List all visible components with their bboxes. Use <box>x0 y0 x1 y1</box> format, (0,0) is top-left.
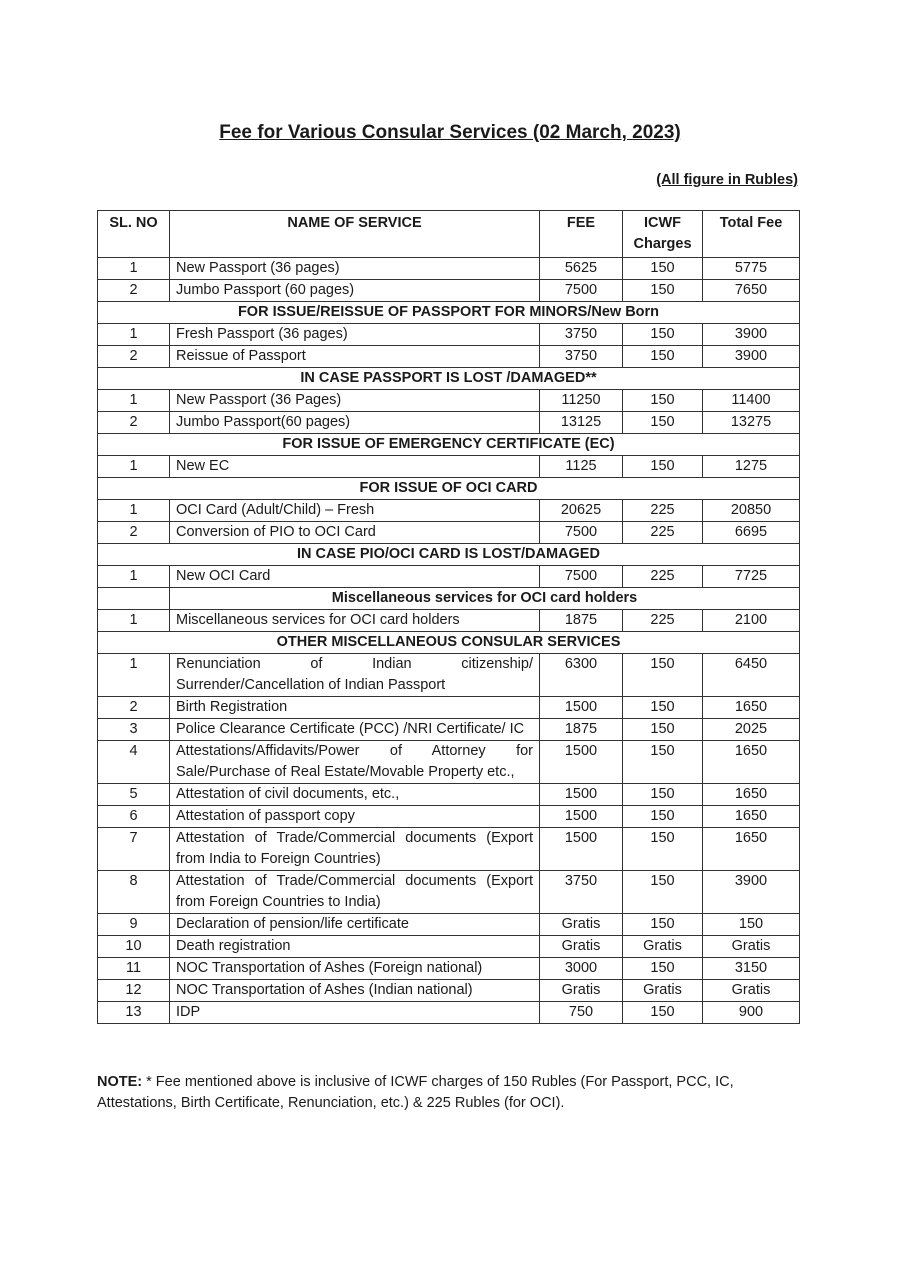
cell-total-fee: Gratis <box>703 980 800 1002</box>
section-header-row <box>98 434 800 456</box>
table-row <box>98 346 800 368</box>
cell-fee: 1875 <box>540 719 623 741</box>
cell-fee: 1500 <box>540 741 623 784</box>
cell-service-name: Attestation of Trade/Commercial documents (Export from India to Foreign Countries) <box>170 828 540 871</box>
cell-total-fee: 1275 <box>703 456 800 478</box>
cell-total-fee: 3900 <box>703 324 800 346</box>
header-service-name: NAME OF SERVICE <box>170 211 540 258</box>
section-header-row <box>98 544 800 566</box>
cell-sl-no: 4 <box>98 741 170 784</box>
cell-icwf-charges: 225 <box>623 610 703 632</box>
cell-total-fee: 1650 <box>703 806 800 828</box>
cell-icwf-charges: 150 <box>623 412 703 434</box>
cell-fee: 1125 <box>540 456 623 478</box>
cell-fee: Gratis <box>540 936 623 958</box>
table-row <box>98 980 800 1002</box>
cell-service-name: NOC Transportation of Ashes (Foreign national) <box>170 958 540 980</box>
cell-service-name: New Passport (36 Pages) <box>170 390 540 412</box>
cell-service-name: Attestation of civil documents, etc., <box>170 784 540 806</box>
cell-sl-no: 1 <box>98 258 170 280</box>
cell-icwf-charges: 150 <box>623 280 703 302</box>
cell-fee: 1500 <box>540 784 623 806</box>
table-row <box>98 610 800 632</box>
section-header-row <box>98 632 800 654</box>
cell-total-fee: 7650 <box>703 280 800 302</box>
cell-total-fee: 20850 <box>703 500 800 522</box>
cell-sl-no: 1 <box>98 654 170 697</box>
table-row <box>98 936 800 958</box>
cell-service-name: Attestation of Trade/Commercial documents (Export from Foreign Countries to India) <box>170 871 540 914</box>
cell-fee: 6300 <box>540 654 623 697</box>
cell-service-name: Police Clearance Certificate (PCC) /NRI Certificate/ IC <box>170 719 540 741</box>
section-header-row <box>98 302 800 324</box>
table-row <box>98 522 800 544</box>
section-title: FOR ISSUE OF EMERGENCY CERTIFICATE (EC) <box>98 434 800 456</box>
cell-icwf-charges: 150 <box>623 719 703 741</box>
cell-total-fee: 5775 <box>703 258 800 280</box>
table-row <box>98 566 800 588</box>
cell-sl-no: 2 <box>98 412 170 434</box>
cell-fee: 3750 <box>540 871 623 914</box>
cell-total-fee: 13275 <box>703 412 800 434</box>
section-header-row <box>98 368 800 390</box>
cell-fee: 3750 <box>540 324 623 346</box>
cell-fee: 3750 <box>540 346 623 368</box>
cell-icwf-charges: Gratis <box>623 980 703 1002</box>
cell-total-fee: 1650 <box>703 828 800 871</box>
table-row <box>98 654 800 697</box>
cell-sl-no: 7 <box>98 828 170 871</box>
cell-total-fee: 11400 <box>703 390 800 412</box>
subsection-header-row <box>98 588 800 610</box>
cell-sl-no: 2 <box>98 697 170 719</box>
cell-service-name: OCI Card (Adult/Child) – Fresh <box>170 500 540 522</box>
cell-service-name: IDP <box>170 1002 540 1024</box>
cell-sl-no: 2 <box>98 346 170 368</box>
table-row <box>98 958 800 980</box>
cell-total-fee: 3900 <box>703 871 800 914</box>
cell-total-fee: 3900 <box>703 346 800 368</box>
cell-icwf-charges: 225 <box>623 566 703 588</box>
cell-icwf-charges: 150 <box>623 1002 703 1024</box>
cell-total-fee: 1650 <box>703 741 800 784</box>
cell-service-name: Birth Registration <box>170 697 540 719</box>
cell-service-name: NOC Transportation of Ashes (Indian national) <box>170 980 540 1002</box>
cell-fee: 7500 <box>540 280 623 302</box>
cell-total-fee: 900 <box>703 1002 800 1024</box>
note-label: NOTE: <box>97 1074 143 1090</box>
cell-total-fee: Gratis <box>703 936 800 958</box>
cell-fee: 13125 <box>540 412 623 434</box>
section-title: IN CASE PASSPORT IS LOST /DAMAGED** <box>98 368 800 390</box>
table-row <box>98 719 800 741</box>
cell-icwf-charges: 150 <box>623 741 703 784</box>
cell-service-name: New EC <box>170 456 540 478</box>
cell-icwf-charges: 150 <box>623 784 703 806</box>
cell-icwf-charges: 150 <box>623 697 703 719</box>
table-row <box>98 806 800 828</box>
table-row <box>98 697 800 719</box>
cell-icwf-charges: 150 <box>623 346 703 368</box>
cell-fee: 7500 <box>540 566 623 588</box>
cell-total-fee: 1650 <box>703 784 800 806</box>
cell-fee: Gratis <box>540 980 623 1002</box>
cell-fee: 20625 <box>540 500 623 522</box>
header-icwf-charges: ICWF Charges <box>623 211 703 258</box>
table-row <box>98 456 800 478</box>
cell-icwf-charges: 150 <box>623 456 703 478</box>
cell-sl-no: 1 <box>98 566 170 588</box>
fee-table <box>97 210 800 1024</box>
cell-icwf-charges: 225 <box>623 522 703 544</box>
section-title: FOR ISSUE/REISSUE OF PASSPORT FOR MINORS/New Born <box>98 302 800 324</box>
table-header-row <box>98 211 800 258</box>
cell-service-name: Reissue of Passport <box>170 346 540 368</box>
cell-icwf-charges: 150 <box>623 390 703 412</box>
table-row <box>98 324 800 346</box>
cell-sl-no: 1 <box>98 456 170 478</box>
cell-fee: 3000 <box>540 958 623 980</box>
table-row <box>98 1002 800 1024</box>
cell-service-name: Miscellaneous services for OCI card holders <box>170 610 540 632</box>
cell-icwf-charges: 150 <box>623 654 703 697</box>
cell-icwf-charges: 150 <box>623 958 703 980</box>
cell-fee: 750 <box>540 1002 623 1024</box>
empty-cell <box>98 588 170 610</box>
cell-icwf-charges: Gratis <box>623 936 703 958</box>
cell-icwf-charges: 150 <box>623 914 703 936</box>
cell-sl-no: 11 <box>98 958 170 980</box>
cell-fee: 11250 <box>540 390 623 412</box>
cell-sl-no: 1 <box>98 324 170 346</box>
table-row <box>98 828 800 871</box>
cell-service-name: Declaration of pension/life certificate <box>170 914 540 936</box>
cell-sl-no: 2 <box>98 280 170 302</box>
cell-service-name: Attestation of passport copy <box>170 806 540 828</box>
cell-fee: 1500 <box>540 828 623 871</box>
section-header-row <box>98 478 800 500</box>
cell-service-name: Attestations/Affidavits/Power of Attorney for Sale/Purchase of Real Estate/Movable Property etc., <box>170 741 540 784</box>
cell-icwf-charges: 150 <box>623 258 703 280</box>
cell-sl-no: 2 <box>98 522 170 544</box>
cell-total-fee: 1650 <box>703 697 800 719</box>
cell-total-fee: 3150 <box>703 958 800 980</box>
cell-total-fee: 150 <box>703 914 800 936</box>
cell-sl-no: 3 <box>98 719 170 741</box>
cell-service-name: Renunciation of Indian citizenship/ Surrender/Cancellation of Indian Passport <box>170 654 540 697</box>
table-row <box>98 390 800 412</box>
cell-icwf-charges: 150 <box>623 828 703 871</box>
cell-total-fee: 7725 <box>703 566 800 588</box>
note-text: * Fee mentioned above is inclusive of ICWF charges of 150 Rubles (For Passport, PCC, IC, Attestations, Birth Certificate, Renunciation, etc.) & 225 Rubles (for OCI). <box>97 1074 734 1111</box>
footnote <box>97 1072 807 1114</box>
subsection-title: Miscellaneous services for OCI card holders <box>170 588 800 610</box>
table-row <box>98 500 800 522</box>
cell-sl-no: 13 <box>98 1002 170 1024</box>
table-row <box>98 741 800 784</box>
cell-sl-no: 12 <box>98 980 170 1002</box>
cell-total-fee: 2100 <box>703 610 800 632</box>
cell-fee: 1875 <box>540 610 623 632</box>
table-row <box>98 871 800 914</box>
page-title: Fee for Various Consular Services (02 March, 2023) <box>219 122 681 143</box>
cell-sl-no: 8 <box>98 871 170 914</box>
cell-sl-no: 10 <box>98 936 170 958</box>
cell-fee: 1500 <box>540 697 623 719</box>
cell-total-fee: 6450 <box>703 654 800 697</box>
cell-sl-no: 9 <box>98 914 170 936</box>
cell-fee: 7500 <box>540 522 623 544</box>
cell-service-name: Jumbo Passport(60 pages) <box>170 412 540 434</box>
section-title: FOR ISSUE OF OCI CARD <box>98 478 800 500</box>
cell-total-fee: 2025 <box>703 719 800 741</box>
currency-note: (All figure in Rubles) <box>656 172 798 188</box>
cell-sl-no: 6 <box>98 806 170 828</box>
table-row <box>98 258 800 280</box>
section-title: OTHER MISCELLANEOUS CONSULAR SERVICES <box>98 632 800 654</box>
table-row <box>98 784 800 806</box>
fee-table-body <box>98 258 800 1024</box>
header-total-fee: Total Fee <box>703 211 800 258</box>
cell-fee: 1500 <box>540 806 623 828</box>
cell-service-name: Conversion of PIO to OCI Card <box>170 522 540 544</box>
header-fee: FEE <box>540 211 623 258</box>
table-row <box>98 280 800 302</box>
cell-sl-no: 1 <box>98 390 170 412</box>
cell-icwf-charges: 150 <box>623 324 703 346</box>
section-title: IN CASE PIO/OCI CARD IS LOST/DAMAGED <box>98 544 800 566</box>
cell-sl-no: 5 <box>98 784 170 806</box>
cell-service-name: Fresh Passport (36 pages) <box>170 324 540 346</box>
cell-sl-no: 1 <box>98 610 170 632</box>
cell-fee: 5625 <box>540 258 623 280</box>
table-row <box>98 914 800 936</box>
header-sl-no: SL. NO <box>98 211 170 258</box>
cell-fee: Gratis <box>540 914 623 936</box>
cell-service-name: New OCI Card <box>170 566 540 588</box>
cell-service-name: Death registration <box>170 936 540 958</box>
cell-icwf-charges: 225 <box>623 500 703 522</box>
cell-total-fee: 6695 <box>703 522 800 544</box>
cell-icwf-charges: 150 <box>623 871 703 914</box>
table-row <box>98 412 800 434</box>
cell-service-name: Jumbo Passport (60 pages) <box>170 280 540 302</box>
cell-service-name: New Passport (36 pages) <box>170 258 540 280</box>
cell-sl-no: 1 <box>98 500 170 522</box>
cell-icwf-charges: 150 <box>623 806 703 828</box>
